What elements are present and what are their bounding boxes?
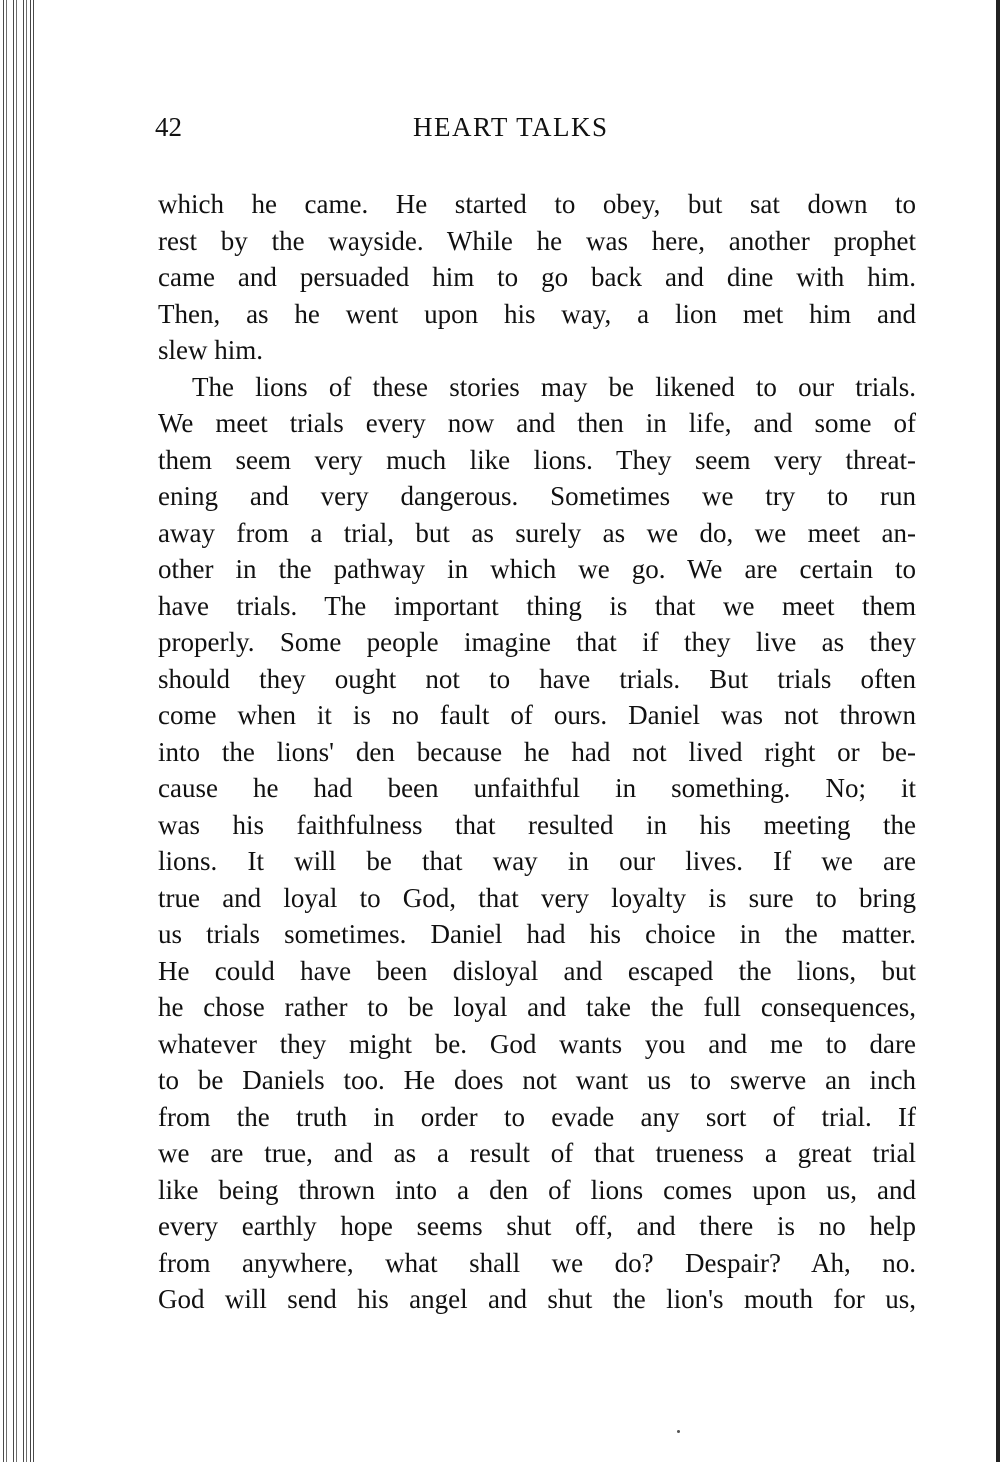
page-right-edge (996, 0, 1000, 1462)
text-line: into the lions' den because he had not lived right or be- (158, 736, 916, 767)
text-line: lions. It will be that way in our lives. If we are (158, 846, 916, 876)
text-line: we are true, and as a result of that trueness a great trial (158, 1138, 916, 1168)
text-line: away from a trial, but as surely as we do, we meet an- (158, 517, 916, 548)
text-line: was his faithfulness that resulted in his meeting the (158, 809, 916, 840)
paragraph-first-line: The lions of these stories may be likened to our trials. (192, 371, 916, 402)
text-line: have trials. The important thing is that we meet them (158, 590, 916, 621)
page-body-text (158, 186, 916, 1318)
text-line: ening and very dangerous. Sometimes we try to run (158, 481, 916, 511)
text-line: slew him. (158, 335, 263, 365)
text-line: came and persuaded him to go back and dine with him. (158, 262, 916, 292)
running-header (155, 112, 655, 152)
text-line: us trials sometimes. Daniel had his choice in the matter. (158, 919, 916, 949)
text-line: other in the pathway in which we go. We are certain to (158, 554, 916, 584)
text-line: come when it is no fault of ours. Daniel was not thrown (158, 700, 916, 730)
running-title: HEART TALKS (413, 112, 609, 142)
binding-line (30, 0, 31, 1462)
text-line: whatever they might be. God wants you and me to dare (158, 1028, 916, 1059)
text-line: every earthly hope seems shut off, and there is no help (158, 1211, 916, 1241)
text-line: them seem very much like lions. They seem very threat- (158, 444, 916, 475)
text-line: Then, as he went upon his way, a lion met him and (158, 298, 916, 329)
text-line: properly. Some people imagine that if they live as they (158, 627, 916, 657)
text-line: from the truth in order to evade any sort of trial. If (158, 1101, 916, 1132)
text-line: to be Daniels too. He does not want us to swerve an inch (158, 1065, 916, 1095)
text-line: from anywhere, what shall we do? Despair? Ah, no. (158, 1247, 916, 1278)
text-line: cause he had been unfaithful in something. No; it (158, 773, 916, 803)
text-line: should they ought not to have trials. But trials often (158, 663, 916, 694)
text-line: like being thrown into a den of lions comes upon us, and (158, 1174, 916, 1205)
text-line: true and loyal to God, that very loyalty is sure to bring (158, 882, 916, 913)
text-line: he chose rather to be loyal and take the full consequences, (158, 992, 916, 1022)
scan-speck (677, 1430, 680, 1433)
text-line: He could have been disloyal and escaped the lions, but (158, 955, 916, 986)
page-number: 42 (155, 112, 182, 142)
text-line: God will send his angel and shut the lion's mouth for us, (158, 1284, 916, 1314)
text-line: We meet trials every now and then in life, and some of (158, 408, 916, 438)
text-line: rest by the wayside. While he was here, another prophet (158, 225, 916, 256)
text-line: which he came. He started to obey, but sat down to (158, 189, 916, 219)
